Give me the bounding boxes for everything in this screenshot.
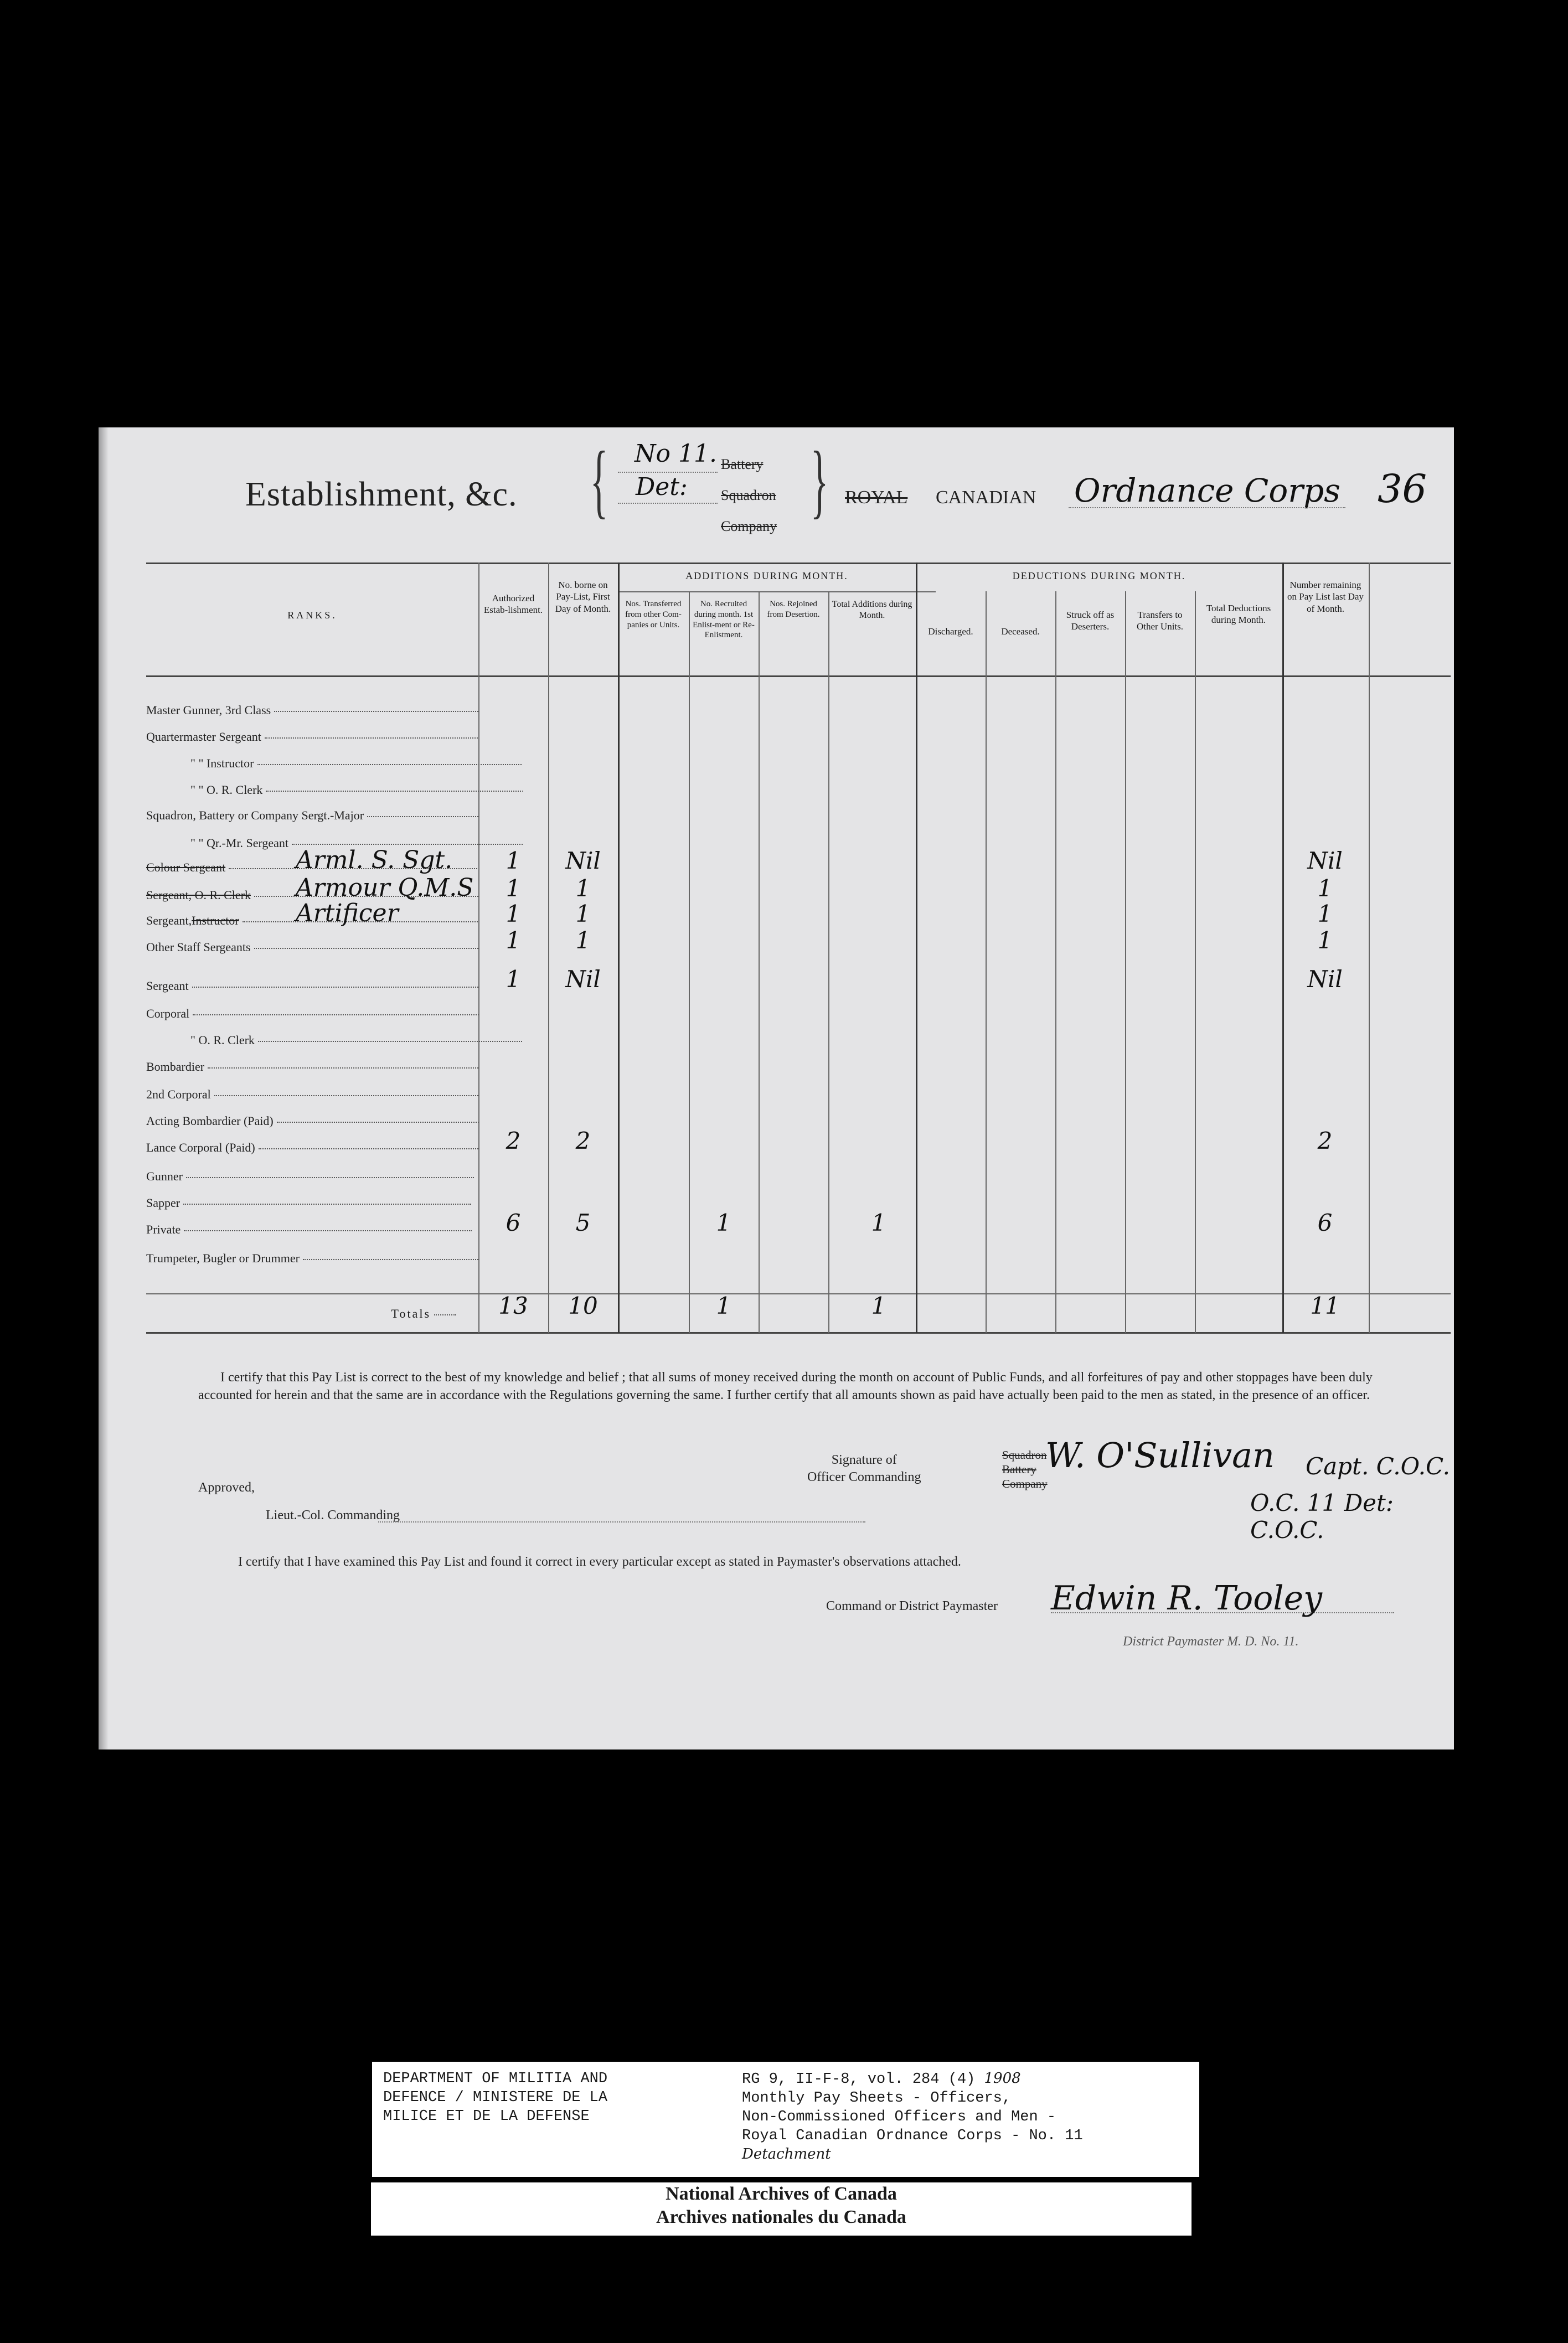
col-divider — [828, 591, 829, 1333]
cell-first: 1 — [575, 900, 591, 927]
col-header-total-additions: Total Additions during Month. — [832, 600, 912, 620]
cell-recruited: 1 — [716, 1209, 731, 1236]
record-description — [742, 2070, 1083, 2164]
record-desc-line: Monthly Pay Sheets - Officers, — [742, 2090, 1012, 2107]
cell-remaining: Nil — [1307, 966, 1343, 993]
cell-auth: 1 — [506, 966, 521, 993]
officer-certification-text: I certify that this Pay List is correct to the best of my knowledge and belief ; that all sums of money received during the month on account of Public Funds, and all forfeitures of pay and other stoppages have been duly accounted for herein and that the same are in accordance with the Regulations governing the same. I further certify that all amounts shown as paid have actually been paid to the men as stated, in the presence of an officer. — [198, 1370, 1373, 1403]
col-header-ranks: RANKS. — [287, 610, 337, 621]
cell-total-add: 1 — [871, 1209, 886, 1236]
col-header-recruited: No. Recruited during month. 1st Enlist-ment or Re-Enlistment. — [693, 600, 755, 640]
rank-label: Trumpeter, Bugler or Drummer — [146, 1251, 478, 1266]
officer-rank-handwritten: Capt. C.O.C. — [1306, 1453, 1450, 1480]
rank-handwritten-note: Arml. S. Sgt. — [296, 846, 453, 874]
totals-top-rule — [146, 1293, 1451, 1294]
officer-unit-handwritten: O.C. 11 Det: C.O.C. — [1250, 1489, 1394, 1544]
rank-label: Other Staff Sergeants — [146, 940, 478, 954]
col-header-total-deductions: Total Deductions during Month. — [1206, 603, 1271, 626]
totals-additions: 1 — [871, 1292, 886, 1319]
group-header-deductions: DEDUCTIONS DURING MONTH. — [1012, 570, 1186, 581]
rank-label: Acting Bombardier (Paid) — [146, 1114, 478, 1128]
record-detachment-handwritten: Detachment — [742, 2146, 831, 2163]
col-header-transferred: Nos. Transferred from other Com-panies or Units. — [625, 600, 682, 629]
rank-label: Private — [146, 1222, 478, 1237]
folio-number: 36 — [1378, 466, 1427, 512]
cell-first: 5 — [575, 1209, 591, 1236]
left-brace: { — [590, 435, 608, 527]
record-group-reference: RG 9, II-F-8, vol. 284 (4) — [742, 2071, 976, 2088]
struck-rank-text: Instructor — [192, 914, 239, 927]
col-divider — [916, 562, 917, 1333]
col-header-discharged: Discharged. — [928, 626, 973, 637]
col-divider — [1369, 562, 1370, 1333]
cell-remaining: Nil — [1307, 847, 1343, 874]
officer-signature: W. O'Sullivan — [1045, 1435, 1275, 1475]
col-divider — [1282, 562, 1284, 1333]
signature-label: Signature of Officer Commanding — [807, 1453, 921, 1485]
cell-remaining: 1 — [1317, 875, 1333, 902]
cell-auth: 2 — [506, 1127, 521, 1154]
cell-remaining: 1 — [1317, 927, 1333, 954]
establishment-table — [146, 562, 1451, 1333]
group-header-rule — [618, 591, 936, 592]
sig-unit-squadron: Squadron — [1002, 1448, 1047, 1462]
cell-auth: 1 — [506, 927, 521, 954]
lt-col-signature-line — [378, 1521, 865, 1523]
struck-rank-text: Sergeant, O. R. Clerk — [146, 888, 251, 902]
rank-label: " " Qr.-Mr. Sergeant — [146, 836, 523, 850]
struck-rank-text: Colour Sergeant — [146, 860, 226, 874]
cell-first: 1 — [575, 927, 591, 954]
table-bottom-rule — [146, 1332, 1451, 1334]
col-header-deceased: Deceased. — [1001, 626, 1040, 637]
cell-first: 1 — [575, 875, 591, 902]
cell-remaining: 6 — [1317, 1209, 1333, 1236]
rank-label: Sapper — [146, 1196, 478, 1210]
nac-english: National Archives of Canada — [666, 2184, 897, 2204]
totals-label: Totals — [146, 1307, 456, 1321]
rank-label: Quartermaster Sergeant — [146, 730, 478, 744]
rank-label: Corporal — [146, 1007, 478, 1021]
pay-sheet-document — [99, 427, 1454, 1749]
unit-type-line — [618, 503, 718, 504]
col-header-remaining: Number remaining on Pay List last Day of Month. — [1287, 580, 1364, 614]
record-desc-line: Non-Commissioned Officers and Men - — [742, 2109, 1056, 2126]
col-header-authorized: Authorized Estab-lishment. — [483, 593, 543, 616]
rank-label: " " O. R. Clerk — [146, 783, 523, 797]
sig-unit-company: Company — [1002, 1477, 1048, 1490]
totals-recruited: 1 — [716, 1292, 731, 1319]
cell-auth: 6 — [506, 1209, 521, 1236]
rank-label: " " Instructor — [146, 756, 523, 771]
corps-handwritten: Ordnance Corps — [1074, 472, 1340, 509]
rank-label: Bombardier — [146, 1060, 478, 1074]
royal-struck: ROYAL — [845, 487, 908, 508]
national-archives-label — [371, 2182, 1192, 2236]
cell-first: Nil — [565, 966, 601, 993]
sig-unit-battery: Battery — [1002, 1463, 1036, 1476]
rank-handwritten-note: Armour Q.M.S — [296, 874, 474, 902]
unit-option-battery: Battery — [721, 456, 764, 472]
unit-type-handwritten: Det: — [636, 473, 688, 501]
record-desc-line: Royal Canadian Ordnance Corps - No. 11 — [742, 2128, 1083, 2145]
paymaster-stamp: District Paymaster M. D. No. 11. — [1123, 1634, 1299, 1649]
canadian-label: CANADIAN — [936, 487, 1036, 508]
cell-auth: 1 — [506, 847, 521, 874]
totals-first-day: 10 — [568, 1292, 598, 1319]
cell-first: 2 — [575, 1127, 591, 1154]
right-brace: } — [810, 435, 829, 527]
nac-french: Archives nationales du Canada — [656, 2207, 906, 2227]
col-divider — [618, 562, 620, 1333]
col-divider — [1195, 591, 1196, 1333]
establishment-title: Establishment, &c. — [245, 476, 518, 513]
rank-label: Gunner — [146, 1169, 478, 1184]
rank-label: Master Gunner, 3rd Class — [146, 703, 478, 718]
totals-remaining: 11 — [1310, 1292, 1340, 1319]
archive-reference-label — [372, 2062, 1199, 2177]
col-divider — [759, 591, 760, 1333]
col-header-first-day: No. borne on Pay-List, First Day of Month. — [555, 580, 611, 614]
record-year-handwritten: 1908 — [984, 2070, 1021, 2087]
department-label: DEPARTMENT OF MILITIA AND DEFENCE / MINISTERE DE LA MILICE ET DE LA DEFENSE — [383, 2071, 608, 2125]
corps-line — [1069, 507, 1345, 508]
table-top-rule — [146, 562, 1451, 564]
rank-label: Sergeant — [146, 979, 478, 993]
cell-auth: 1 — [506, 875, 521, 902]
col-header-rejoined: Nos. Rejoined from Desertion. — [767, 600, 820, 619]
unit-number-handwritten: No 11. — [635, 440, 717, 468]
lt-col-commanding-label: Lieut.-Col. Commanding — [266, 1508, 400, 1523]
cell-remaining: 1 — [1317, 900, 1333, 927]
unit-option-company: Company — [721, 518, 777, 534]
unit-option-squadron: Squadron — [721, 487, 776, 503]
paymaster-signature: Edwin R. Tooley — [1051, 1579, 1322, 1618]
col-header-struck-off: Struck off as Deserters. — [1066, 610, 1115, 632]
rank-label: Squadron, Battery or Company Sergt.-Major — [146, 808, 478, 823]
rank-label: 2nd Corporal — [146, 1087, 478, 1102]
cell-first: Nil — [565, 847, 601, 874]
col-header-transfers: Transfers to Other Units. — [1136, 610, 1184, 632]
totals-authorized: 13 — [498, 1292, 528, 1319]
col-divider — [1055, 591, 1056, 1333]
rank-handwritten-note: Artificer — [296, 899, 399, 927]
header-bottom-rule — [146, 675, 1451, 677]
cell-remaining: 2 — [1317, 1127, 1333, 1154]
rank-label: Sergeant,Instructor — [146, 914, 478, 928]
cell-auth: 1 — [506, 900, 521, 927]
rank-label: " O. R. Clerk — [146, 1033, 523, 1047]
paymaster-label: Command or District Paymaster — [826, 1599, 998, 1613]
col-divider — [986, 591, 987, 1333]
rank-label: Lance Corporal (Paid) — [146, 1140, 478, 1155]
group-header-additions: ADDITIONS DURING MONTH. — [685, 570, 848, 581]
col-divider — [1125, 591, 1126, 1333]
approved-label: Approved, — [198, 1480, 255, 1495]
paymaster-certification-text: I certify that I have examined this Pay List and found it correct in every particular except as stated in Paymaster's observations attached. — [238, 1555, 961, 1569]
